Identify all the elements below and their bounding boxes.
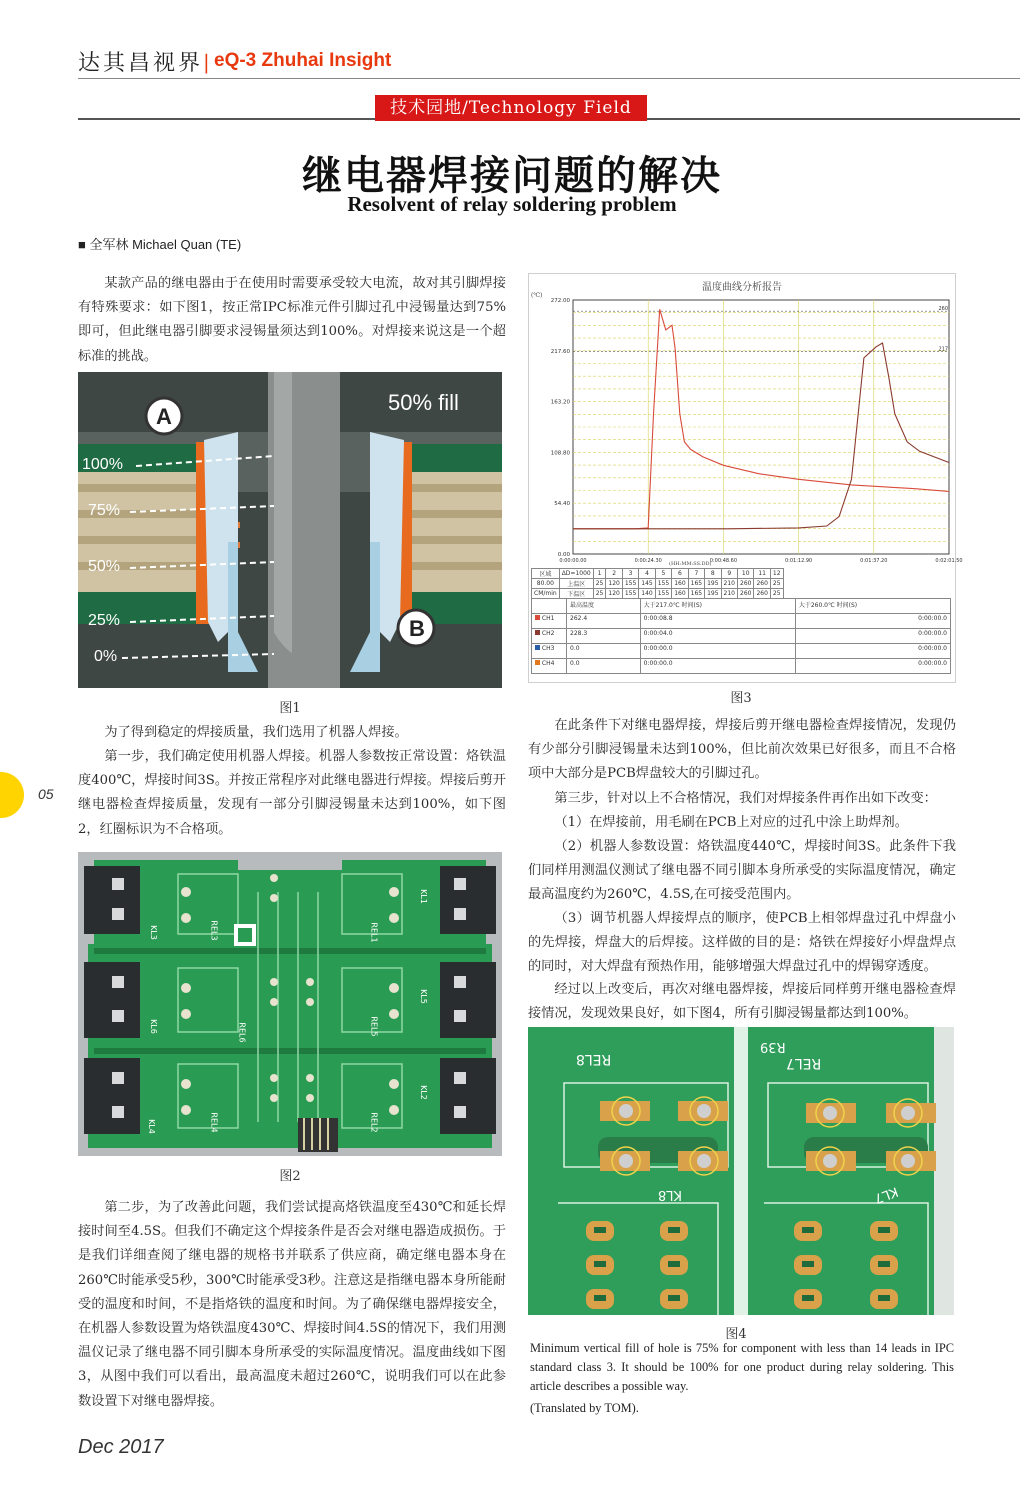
figure-1-caption: 图1 <box>279 701 301 716</box>
channel-name: CH2 <box>541 630 555 637</box>
time-above-260: 0:00:00.0 <box>795 629 950 644</box>
translator-credit: (Translated by TOM). <box>530 1401 639 1415</box>
fig4-label-kl8: KL8 <box>658 1187 683 1202</box>
chart-x-label: (HH:MM:SS.DD) <box>669 561 712 567</box>
channel-color-swatch <box>535 630 540 635</box>
fig1-level-25: 25% <box>88 612 121 629</box>
channel-name: CH1 <box>541 615 555 622</box>
fig4-label-kl7: KL7 <box>872 1183 900 1206</box>
zone-9: 9 <box>721 569 737 579</box>
zone-4: 4 <box>639 569 655 579</box>
article-title-cn: 继电器焊接问题的解决 <box>302 152 722 199</box>
x-tick-label: 0:01:37.20 <box>860 558 888 564</box>
upper-temp: 120 <box>606 579 622 589</box>
peak-header-260: 大于260.0℃ 时间(S) <box>795 599 950 614</box>
lower-temp: 25 <box>593 589 606 599</box>
figure-4-caption: 图4 <box>725 1327 747 1342</box>
time-above-260: 0:00:00.0 <box>795 644 950 659</box>
peak-header-217: 大于217.0℃ 时间(S) <box>640 599 795 614</box>
upper-temp: 260 <box>754 579 770 589</box>
peak-temperature-table <box>531 598 951 674</box>
time-above-217: 0:00:00.0 <box>640 659 795 674</box>
peak-value: 228.3 <box>567 629 641 644</box>
fig2-label-kl4: KL4 <box>146 1119 156 1134</box>
y-tick-label: 54.40 <box>554 501 570 508</box>
lower-temp: 165 <box>688 589 704 599</box>
upper-temp: 210 <box>721 579 737 589</box>
fig1-label-a: A <box>156 404 172 429</box>
x-tick-label: 0:00:48.60 <box>709 558 738 564</box>
reference-label: 217 <box>938 346 948 353</box>
lower-temp: 260 <box>738 589 754 599</box>
channel-color-swatch <box>535 615 540 620</box>
paragraph-robot: 为了得到稳定的焊接质量，我们选用了机器人焊接。 <box>104 725 408 740</box>
page-number: 05 <box>38 786 54 802</box>
article-title-en: Resolvent of relay soldering problem <box>347 192 677 216</box>
channel-color-swatch <box>535 660 540 665</box>
figure-2-image <box>78 852 502 1156</box>
zone-10: 10 <box>738 569 754 579</box>
upper-temp: 155 <box>622 579 638 589</box>
lower-temp: 210 <box>721 589 737 599</box>
paragraph-step1: 第一步，我们确定使用机器人焊接。机器人参数按正常设置：烙铁温度400℃，焊接时间3S。并按正常程序对此继电器进行焊接。焊接后剪开继电器检查焊接质量，发现有一部分引脚浸锡量未达到100%，如下图2，红圈标识为不合格项。 <box>78 749 506 837</box>
fig1-level-100: 100% <box>82 456 123 473</box>
zone-8: 8 <box>705 569 721 579</box>
lower-temp: 155 <box>622 589 638 599</box>
channel-name: CH3 <box>541 645 555 652</box>
figure-3-chart <box>528 273 963 683</box>
paragraph-step3-3: （3）调节机器人焊接焊点的顺序，使PCB上相邻焊盘过孔中焊盘小的先焊接，焊盘大的后焊接。这样做的目的是：烙铁在焊接好小焊盘焊点的同时，对大焊盘有预热作用，能够增强大焊盘过孔中的焊锡穿透度。 <box>528 911 956 975</box>
y-tick-label: 163.20 <box>550 399 570 406</box>
zone-6: 6 <box>672 569 688 579</box>
fig2-label-rel3: REL3 <box>209 920 219 941</box>
zone-7: 7 <box>688 569 704 579</box>
fig2-label-rel1: REL1 <box>369 922 379 943</box>
upper-temp: 25 <box>593 579 606 589</box>
lower-temp: 25 <box>770 589 783 599</box>
zone-temperature-table <box>531 568 784 599</box>
fig2-label-rel2: REL2 <box>369 1112 379 1133</box>
lower-temp: 155 <box>655 589 671 599</box>
zone-12: 12 <box>770 569 783 579</box>
peak-header-max: 最高温度 <box>567 599 641 614</box>
fig1-level-0: 0% <box>94 648 118 665</box>
fig2-label-kl6: KL6 <box>148 1019 158 1034</box>
zone-2: 2 <box>606 569 622 579</box>
x-tick-label: 0:01:12.90 <box>784 558 813 564</box>
fig2-label-kl2: KL2 <box>418 1085 428 1100</box>
y-tick-label: 217.60 <box>550 348 570 355</box>
channel-name: CH4 <box>541 660 555 667</box>
paragraph-step3-1: （1）在焊接前，用毛刷在PCB上对应的过孔中涂上助焊剂。 <box>554 815 908 830</box>
time-above-217: 0:00:04.0 <box>640 629 795 644</box>
upper-temp: 260 <box>738 579 754 589</box>
x-tick-label: 0:02:01.50 <box>935 558 963 564</box>
time-above-217: 0:00:08.8 <box>640 614 795 629</box>
fig1-level-75: 75% <box>88 502 121 519</box>
channel-cell <box>532 629 567 644</box>
fig2-label-rel6: REL6 <box>237 1022 247 1043</box>
fig1-fill-label: 50% fill <box>388 390 459 415</box>
fig2-label-kl5: KL5 <box>418 989 428 1004</box>
channel-cell <box>532 614 567 629</box>
peak-value: 0.0 <box>567 659 641 674</box>
upper-temp: 155 <box>655 579 671 589</box>
zone-11: 11 <box>754 569 770 579</box>
peak-temperature-table-wrap <box>531 598 951 674</box>
lower-temp: 140 <box>639 589 655 599</box>
peak-value: 0.0 <box>567 644 641 659</box>
paragraph-step2: 第二步，为了改善此问题，我们尝试提高烙铁温度至430℃和延长焊接时间至4.5S。但我们不确定这个焊接条件是否会对继电器造成损伤。于是我们详细查阅了继电器的规格书并联系了供应商，确定继电器本身在260℃时能承受5秒，300℃时能承受3秒。注意这是指继电器本身所能耐受的温度和时间，不是指烙铁的温度和时间。为了确保继电器焊接安全，在机器人参数设置为烙铁温度430℃、焊接时间4.5S的情况下，我们用测温仪记录了继电器不同引脚本身所承受的实际温度情况。温度曲线如下图3，从图中我们可以看出，最高温度未超过260℃，说明我们可以在此参数设置下对继电器焊接。 <box>78 1200 506 1409</box>
magazine-name-en: eQ-3 Zhuhai Insight <box>214 50 392 71</box>
y-tick-label: 0.00 <box>557 552 570 558</box>
header-rule <box>78 78 1020 79</box>
fig4-label-r39: R39 <box>760 1039 786 1054</box>
magazine-name-cn: 达其昌视界 <box>78 51 204 76</box>
author-byline: ■ 全军林 Michael Quan (TE) <box>78 237 242 252</box>
peak-table-corner <box>532 599 567 614</box>
channel-cell <box>532 659 567 674</box>
lower-temp: 120 <box>606 589 622 599</box>
fig2-label-rel4: REL4 <box>209 1112 219 1133</box>
fig2-label-kl1: KL1 <box>418 889 428 904</box>
fig2-label-rel5: REL5 <box>369 1016 379 1037</box>
lower-temp: 160 <box>672 589 688 599</box>
channel-color-swatch <box>535 645 540 650</box>
lower-temp: 260 <box>754 589 770 599</box>
figure-2-caption: 图2 <box>279 1169 301 1184</box>
paragraph-final: 经过以上改变后，再次对继电器焊接，焊接后同样剪开继电器检查焊接情况，发现效果良好，如下图4，所有引脚浸锡量都达到100%。 <box>528 982 956 1022</box>
zone-1: 1 <box>593 569 606 579</box>
zone-row2-sub: 上温区 <box>559 579 593 589</box>
time-above-217: 0:00:00.0 <box>640 644 795 659</box>
x-tick-label: 0:00:00.00 <box>559 558 587 564</box>
fig1-label-b: B <box>409 616 425 641</box>
lower-temp: 195 <box>705 589 721 599</box>
figure-4-image <box>528 1027 954 1315</box>
section-tag: 技术园地/Technology Field <box>375 95 647 121</box>
zone-3: 3 <box>622 569 638 579</box>
peak-value: 262.4 <box>567 614 641 629</box>
page-number-badge <box>0 772 24 818</box>
upper-temp: 145 <box>639 579 655 589</box>
upper-temp: 165 <box>688 579 704 589</box>
paragraph-step3-2: （2）机器人参数设置：烙铁温度440℃，焊接时间3S。此条件下我们同样用测温仪测试了继电器不同引脚本身所承受的实际温度情况，确定最高温度约为260℃，4.5S,在可接受范围内。 <box>528 839 956 903</box>
reference-label: 260 <box>938 306 948 313</box>
issue-date: Dec 2017 <box>78 1436 164 1458</box>
fig2-label-kl3: KL3 <box>148 925 158 940</box>
paragraph-step3: 第三步，针对以上不合格情况，我们对焊接条件再作出如下改变： <box>554 791 937 806</box>
zone-row1-label: 区域 <box>532 569 560 579</box>
zone-row3-label: CM/min <box>532 589 560 599</box>
zone-row3-sub: 下温区 <box>559 589 593 599</box>
paragraph-result2: 在此条件下对继电器焊接，焊接后剪开继电器检查焊接情况，发现仍有少部分引脚浸锡量未达到100%，但比前次效果已好很多，而且不合格项中大部分是PCB焊盘较大的引脚过孔。 <box>528 718 956 782</box>
chart-y-unit: (℃) <box>531 292 543 299</box>
x-tick-label: 0:00:24.30 <box>634 558 662 564</box>
fig4-label-rel8: REL8 <box>576 1051 612 1067</box>
upper-temp: 160 <box>672 579 688 589</box>
figure-3-caption: 图3 <box>730 691 752 706</box>
english-abstract: Minimum vertical fill of hole is 75% for component with less than 14 leads in IPC standard class 3. It should be 100% for one product during relay soldering. This article describes a possible way. <box>530 1341 954 1393</box>
time-above-260: 0:00:00.0 <box>795 614 950 629</box>
y-tick-label: 272.00 <box>550 298 570 304</box>
time-above-260: 0:00:00.0 <box>795 659 950 674</box>
zone-row2-label: 80.00 <box>532 579 560 589</box>
y-tick-label: 108.80 <box>550 450 570 457</box>
header-separator: | <box>203 50 210 74</box>
chart-title: 温度曲线分析报告 <box>702 282 782 293</box>
zone-5: 5 <box>655 569 671 579</box>
fig1-level-50: 50% <box>88 558 121 575</box>
upper-temp: 25 <box>770 579 783 589</box>
zone-row1-sub: ΔD=1000 <box>559 569 593 579</box>
fig4-label-rel7: REL7 <box>786 1055 822 1071</box>
paragraph-intro: 某款产品的继电器由于在使用时需要承受较大电流，故对其引脚焊接有特殊要求：如下图1，按正常IPC标准元件引脚过孔中浸锡量达到75%即可，但此继电器引脚要求浸锡量须达到100%。对焊接来说这是一个超标准的挑战。 <box>78 276 506 364</box>
upper-temp: 195 <box>705 579 721 589</box>
figure-1-image <box>78 372 502 688</box>
channel-cell <box>532 644 567 659</box>
temperature-plot <box>529 288 963 570</box>
